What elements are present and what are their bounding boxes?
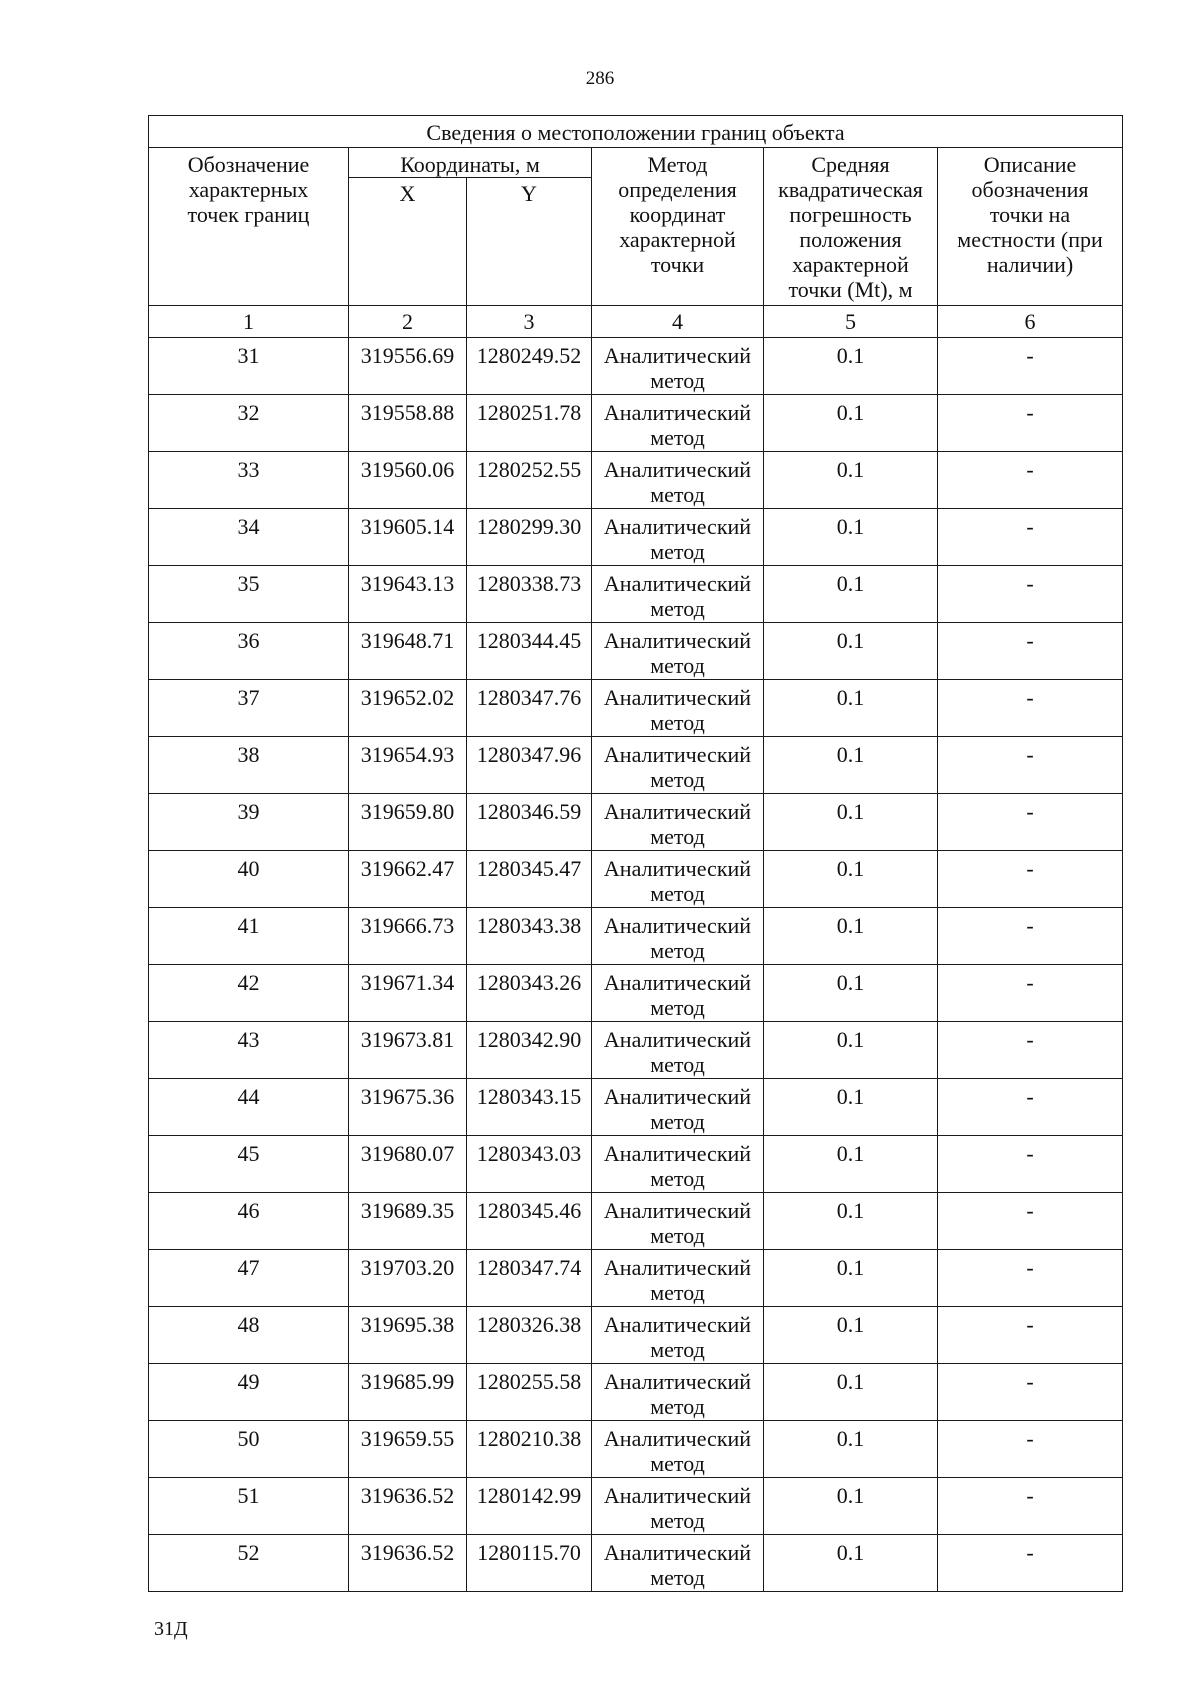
cell-x: 319666.73 xyxy=(349,908,467,965)
cell-x: 319673.81 xyxy=(349,1022,467,1079)
table-row xyxy=(149,794,1123,851)
cell-description: - xyxy=(938,1421,1123,1478)
header-coords: Координаты, м xyxy=(349,148,592,178)
cell-point: 52 xyxy=(149,1535,349,1592)
cell-error: 0.1 xyxy=(764,1364,938,1421)
cell-description: - xyxy=(938,794,1123,851)
cell-method: Аналитический метод xyxy=(592,908,764,965)
cell-x: 319636.52 xyxy=(349,1478,467,1535)
cell-error: 0.1 xyxy=(764,1307,938,1364)
cell-error: 0.1 xyxy=(764,1136,938,1193)
cell-point: 33 xyxy=(149,452,349,509)
cell-y: 1280142.99 xyxy=(467,1478,592,1535)
column-number: 4 xyxy=(592,306,764,338)
cell-method: Аналитический метод xyxy=(592,566,764,623)
column-number: 3 xyxy=(467,306,592,338)
cell-point: 39 xyxy=(149,794,349,851)
cell-point: 36 xyxy=(149,623,349,680)
cell-point: 40 xyxy=(149,851,349,908)
table-row xyxy=(149,1250,1123,1307)
cell-method: Аналитический метод xyxy=(592,737,764,794)
cell-description: - xyxy=(938,1364,1123,1421)
cell-y: 1280252.55 xyxy=(467,452,592,509)
cell-x: 319671.34 xyxy=(349,965,467,1022)
cell-description: - xyxy=(938,851,1123,908)
cell-description: - xyxy=(938,680,1123,737)
cell-y: 1280343.15 xyxy=(467,1079,592,1136)
cell-x: 319680.07 xyxy=(349,1136,467,1193)
cell-y: 1280115.70 xyxy=(467,1535,592,1592)
cell-description: - xyxy=(938,1250,1123,1307)
header-y: Y xyxy=(467,178,592,306)
table-row xyxy=(149,566,1123,623)
cell-error: 0.1 xyxy=(764,452,938,509)
header-x: X xyxy=(349,178,467,306)
cell-description: - xyxy=(938,509,1123,566)
cell-method: Аналитический метод xyxy=(592,1364,764,1421)
cell-error: 0.1 xyxy=(764,1193,938,1250)
cell-y: 1280347.96 xyxy=(467,737,592,794)
cell-point: 46 xyxy=(149,1193,349,1250)
cell-description: - xyxy=(938,1535,1123,1592)
cell-description: - xyxy=(938,623,1123,680)
cell-x: 319558.88 xyxy=(349,395,467,452)
cell-y: 1280249.52 xyxy=(467,338,592,395)
cell-method: Аналитический метод xyxy=(592,623,764,680)
cell-method: Аналитический метод xyxy=(592,1250,764,1307)
cell-description: - xyxy=(938,1022,1123,1079)
page-number: 286 xyxy=(585,68,615,89)
cell-y: 1280343.38 xyxy=(467,908,592,965)
cell-y: 1280347.74 xyxy=(467,1250,592,1307)
cell-method: Аналитический метод xyxy=(592,1478,764,1535)
cell-y: 1280299.30 xyxy=(467,509,592,566)
cell-point: 50 xyxy=(149,1421,349,1478)
column-number: 5 xyxy=(764,306,938,338)
cell-description: - xyxy=(938,908,1123,965)
table-row xyxy=(149,1535,1123,1592)
cell-point: 47 xyxy=(149,1250,349,1307)
cell-point: 44 xyxy=(149,1079,349,1136)
table-row xyxy=(149,338,1123,395)
cell-error: 0.1 xyxy=(764,623,938,680)
table-row xyxy=(149,1022,1123,1079)
cell-y: 1280255.58 xyxy=(467,1364,592,1421)
cell-point: 37 xyxy=(149,680,349,737)
cell-error: 0.1 xyxy=(764,908,938,965)
cell-x: 319659.80 xyxy=(349,794,467,851)
cell-error: 0.1 xyxy=(764,1250,938,1307)
column-number-row xyxy=(149,306,1123,338)
cell-method: Аналитический метод xyxy=(592,794,764,851)
cell-point: 31 xyxy=(149,338,349,395)
cell-x: 319703.20 xyxy=(349,1250,467,1307)
column-number: 2 xyxy=(349,306,467,338)
cell-y: 1280251.78 xyxy=(467,395,592,452)
cell-point: 51 xyxy=(149,1478,349,1535)
cell-x: 319675.36 xyxy=(349,1079,467,1136)
cell-method: Аналитический метод xyxy=(592,395,764,452)
table-header-row xyxy=(149,148,1123,178)
table-row xyxy=(149,1421,1123,1478)
table-row xyxy=(149,1364,1123,1421)
cell-error: 0.1 xyxy=(764,395,938,452)
cell-method: Аналитический метод xyxy=(592,509,764,566)
table-row xyxy=(149,1193,1123,1250)
cell-point: 41 xyxy=(149,908,349,965)
cell-error: 0.1 xyxy=(764,680,938,737)
cell-x: 319652.02 xyxy=(349,680,467,737)
cell-method: Аналитический метод xyxy=(592,1136,764,1193)
cell-description: - xyxy=(938,338,1123,395)
table-row xyxy=(149,1478,1123,1535)
cell-x: 319643.13 xyxy=(349,566,467,623)
cell-y: 1280338.73 xyxy=(467,566,592,623)
cell-error: 0.1 xyxy=(764,509,938,566)
cell-description: - xyxy=(938,395,1123,452)
table-row xyxy=(149,452,1123,509)
cell-point: 32 xyxy=(149,395,349,452)
header-method: Метод определения координат характерной точки xyxy=(592,148,764,306)
column-number: 6 xyxy=(938,306,1123,338)
boundary-coordinates-table xyxy=(148,115,1123,1592)
cell-error: 0.1 xyxy=(764,1421,938,1478)
cell-y: 1280346.59 xyxy=(467,794,592,851)
table-row xyxy=(149,1307,1123,1364)
cell-point: 49 xyxy=(149,1364,349,1421)
cell-y: 1280345.46 xyxy=(467,1193,592,1250)
cell-error: 0.1 xyxy=(764,338,938,395)
cell-point: 35 xyxy=(149,566,349,623)
cell-method: Аналитический метод xyxy=(592,338,764,395)
cell-error: 0.1 xyxy=(764,1478,938,1535)
cell-x: 319659.55 xyxy=(349,1421,467,1478)
cell-method: Аналитический метод xyxy=(592,452,764,509)
cell-x: 319636.52 xyxy=(349,1535,467,1592)
cell-description: - xyxy=(938,1193,1123,1250)
cell-x: 319648.71 xyxy=(349,623,467,680)
cell-x: 319662.47 xyxy=(349,851,467,908)
cell-description: - xyxy=(938,737,1123,794)
cell-y: 1280343.03 xyxy=(467,1136,592,1193)
cell-error: 0.1 xyxy=(764,1022,938,1079)
table-title: Сведения о местоположении границ объекта xyxy=(149,116,1123,148)
header-error: Средняя квадратическая погрешность положения характерной точки (Mt), м xyxy=(764,148,938,306)
cell-x: 319695.38 xyxy=(349,1307,467,1364)
cell-description: - xyxy=(938,965,1123,1022)
header-point: Обозначение характерных точек границ xyxy=(149,148,349,306)
cell-method: Аналитический метод xyxy=(592,1022,764,1079)
cell-description: - xyxy=(938,1307,1123,1364)
cell-point: 42 xyxy=(149,965,349,1022)
table-row xyxy=(149,965,1123,1022)
cell-description: - xyxy=(938,1478,1123,1535)
table-row xyxy=(149,680,1123,737)
table-row xyxy=(149,623,1123,680)
cell-method: Аналитический метод xyxy=(592,680,764,737)
column-number: 1 xyxy=(149,306,349,338)
cell-y: 1280345.47 xyxy=(467,851,592,908)
cell-point: 48 xyxy=(149,1307,349,1364)
table-row xyxy=(149,509,1123,566)
cell-method: Аналитический метод xyxy=(592,1535,764,1592)
cell-error: 0.1 xyxy=(764,566,938,623)
cell-point: 45 xyxy=(149,1136,349,1193)
table-row xyxy=(149,851,1123,908)
cell-y: 1280326.38 xyxy=(467,1307,592,1364)
cell-method: Аналитический метод xyxy=(592,1421,764,1478)
cell-description: - xyxy=(938,452,1123,509)
header-description: Описание обозначения точки на местности (при наличии) xyxy=(938,148,1123,306)
sheet-code: 31Д xyxy=(154,1618,188,1640)
cell-error: 0.1 xyxy=(764,737,938,794)
cell-point: 43 xyxy=(149,1022,349,1079)
cell-error: 0.1 xyxy=(764,1535,938,1592)
cell-x: 319560.06 xyxy=(349,452,467,509)
table-row xyxy=(149,1079,1123,1136)
cell-method: Аналитический метод xyxy=(592,1307,764,1364)
cell-x: 319689.35 xyxy=(349,1193,467,1250)
cell-error: 0.1 xyxy=(764,794,938,851)
cell-description: - xyxy=(938,1079,1123,1136)
cell-x: 319556.69 xyxy=(349,338,467,395)
cell-y: 1280347.76 xyxy=(467,680,592,737)
cell-error: 0.1 xyxy=(764,851,938,908)
table-row xyxy=(149,1136,1123,1193)
table-row xyxy=(149,737,1123,794)
cell-error: 0.1 xyxy=(764,1079,938,1136)
cell-y: 1280342.90 xyxy=(467,1022,592,1079)
cell-y: 1280343.26 xyxy=(467,965,592,1022)
cell-point: 34 xyxy=(149,509,349,566)
cell-point: 38 xyxy=(149,737,349,794)
cell-method: Аналитический метод xyxy=(592,1193,764,1250)
cell-x: 319654.93 xyxy=(349,737,467,794)
cell-x: 319605.14 xyxy=(349,509,467,566)
table-row xyxy=(149,908,1123,965)
cell-y: 1280344.45 xyxy=(467,623,592,680)
table-row xyxy=(149,395,1123,452)
cell-method: Аналитический метод xyxy=(592,965,764,1022)
cell-method: Аналитический метод xyxy=(592,1079,764,1136)
cell-y: 1280210.38 xyxy=(467,1421,592,1478)
table-title-row xyxy=(149,116,1123,148)
cell-description: - xyxy=(938,1136,1123,1193)
cell-method: Аналитический метод xyxy=(592,851,764,908)
cell-error: 0.1 xyxy=(764,965,938,1022)
cell-description: - xyxy=(938,566,1123,623)
cell-x: 319685.99 xyxy=(349,1364,467,1421)
